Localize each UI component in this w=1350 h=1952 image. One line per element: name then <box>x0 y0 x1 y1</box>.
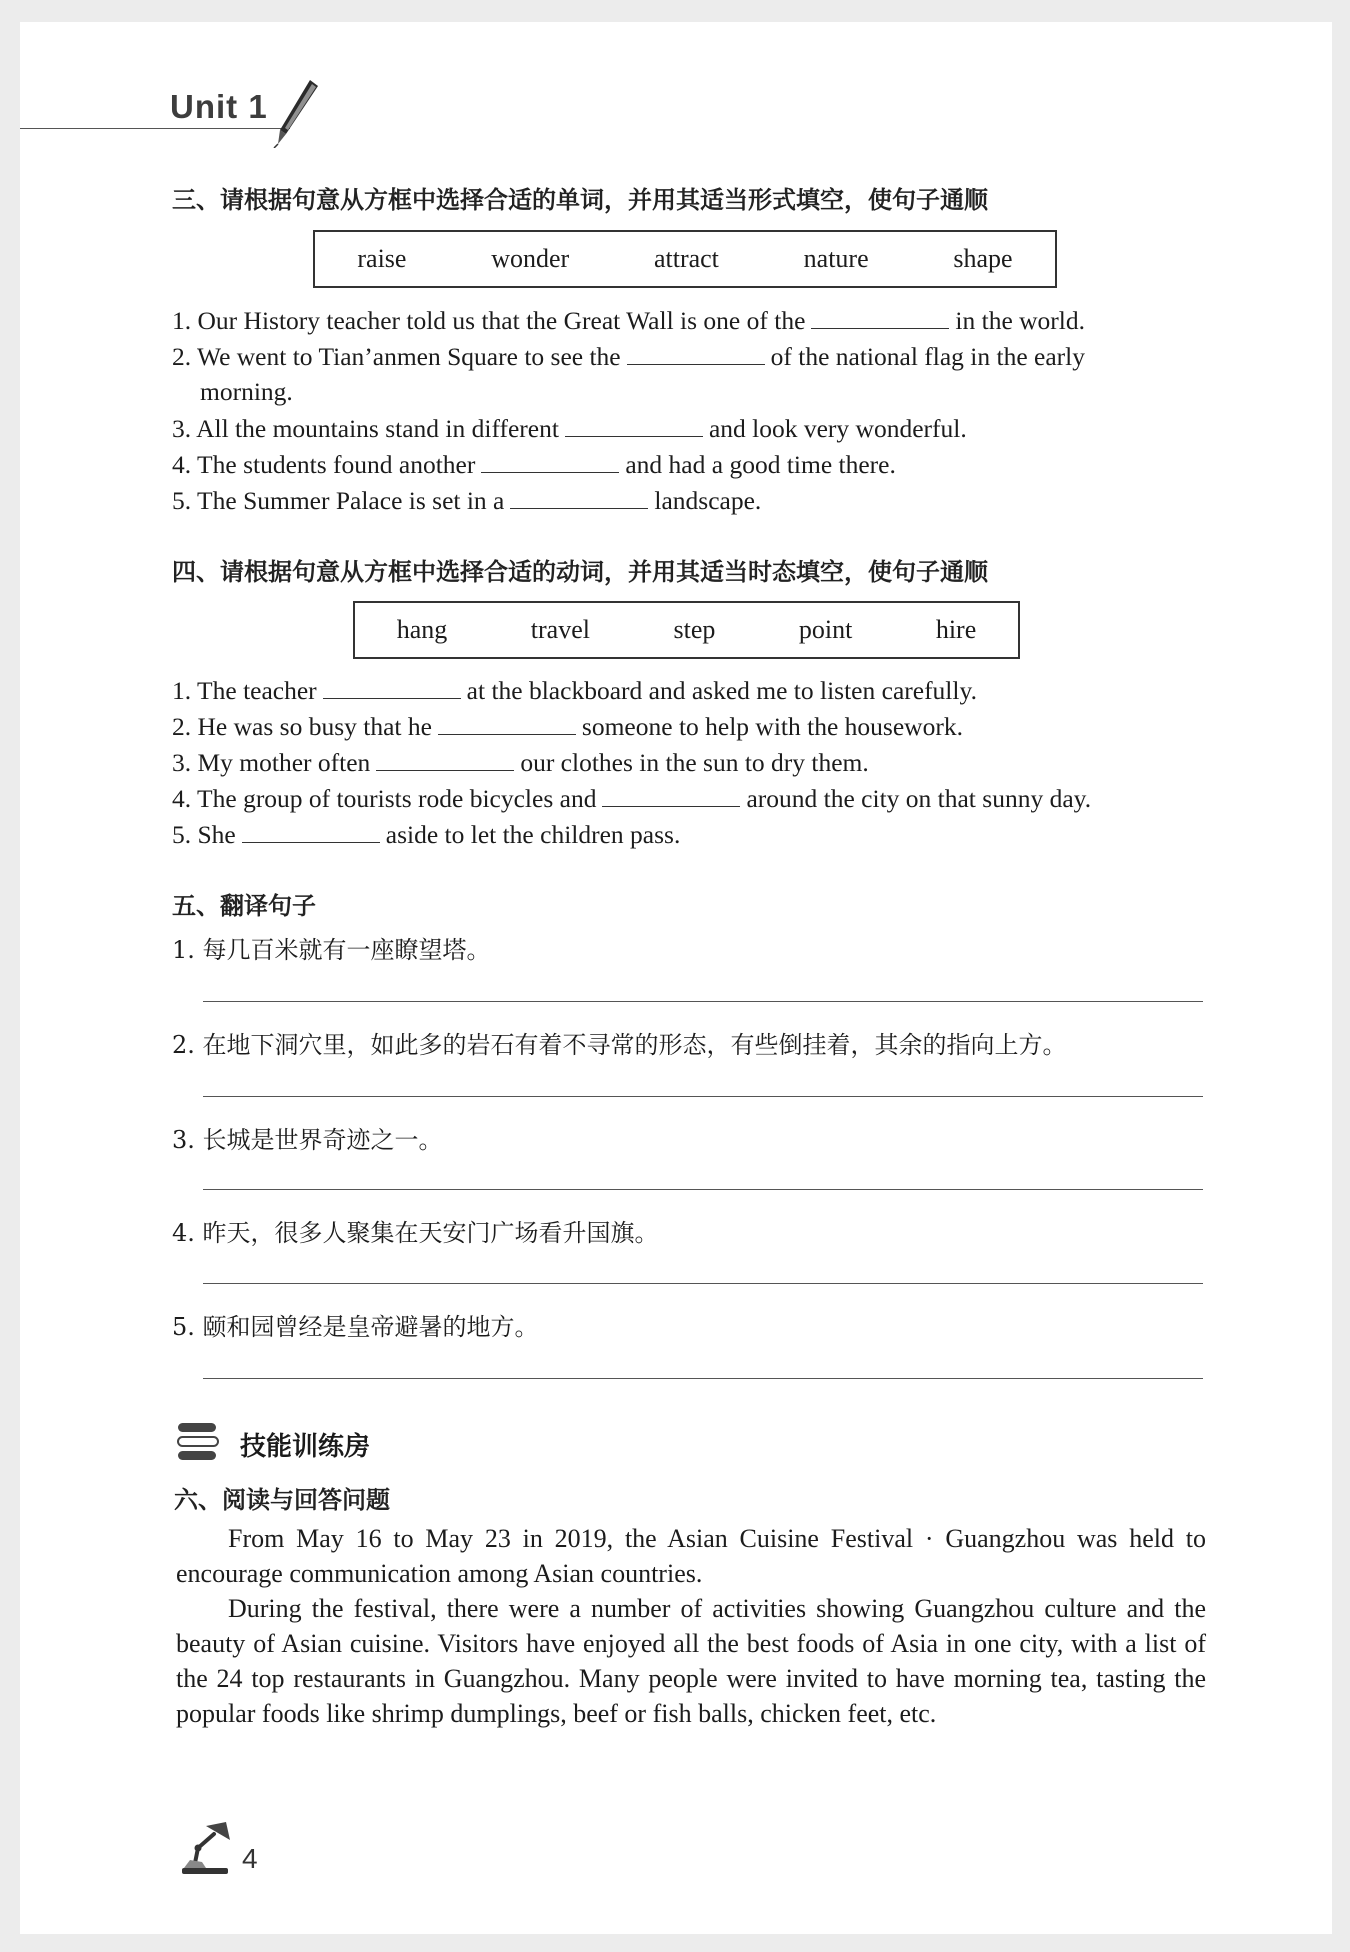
section3-question-2-continuation: morning. <box>200 377 293 406</box>
translation-item-3: 3. 长城是世界奇迹之一。 <box>172 1126 443 1154</box>
desk-lamp-icon <box>176 1818 234 1876</box>
word-box-item: point <box>798 615 853 644</box>
answer-line[interactable] <box>203 1096 1203 1097</box>
section3-heading: 三、请根据句意从方框中选择合适的单词，并用其适当形式填空，使句子通顺 <box>172 186 988 214</box>
answer-line[interactable] <box>203 1378 1203 1379</box>
word-box-item: travel <box>530 615 590 644</box>
section4-question-1: 1. The teacher at the blackboard and asked me to listen carefully. <box>172 672 977 708</box>
word-box-item: hang <box>396 615 448 644</box>
section3-question-5: 5. The Summer Palace is set in a landscape. <box>172 482 761 518</box>
section3-question-1: 1. Our History teacher told us that the Great Wall is one of the in the world. <box>172 302 1085 338</box>
section4-question-4: 4. The group of tourists rode bicycles and around the city on that sunny day. <box>172 780 1091 816</box>
word-box-item: nature <box>803 244 869 273</box>
stacked-bars-icon <box>176 1420 220 1464</box>
answer-blank[interactable] <box>627 338 765 365</box>
translation-item-5: 5. 颐和园曾经是皇帝避暑的地方。 <box>172 1313 539 1341</box>
section3-word-box <box>313 230 1057 288</box>
translation-item-2: 2. 在地下洞穴里，如此多的岩石有着不寻常的形态，有些倒挂着，其余的指向上方。 <box>172 1031 1067 1059</box>
translation-item-1: 1. 每几百米就有一座瞭望塔。 <box>172 936 491 964</box>
section4-heading: 四、请根据句意从方框中选择合适的动词，并用其适当时态填空，使句子通顺 <box>172 558 988 586</box>
word-box-item: shape <box>953 244 1013 273</box>
section4-question-5: 5. She aside to let the children pass. <box>172 816 680 852</box>
word-box-item: attract <box>653 244 719 273</box>
word-box-item: raise <box>357 244 407 273</box>
answer-line[interactable] <box>203 1001 1203 1002</box>
word-box-item: wonder <box>491 244 570 273</box>
reading-paragraph-1: From May 16 to May 23 in 2019, the Asian Cuisine Festival · Guangzhou was held to encourage communication among Asian countries. <box>176 1524 1206 1588</box>
word-box-item: step <box>673 615 716 644</box>
answer-blank[interactable] <box>242 816 380 843</box>
section4-word-box <box>353 601 1020 659</box>
skills-section-title: 技能训练房 <box>240 1432 371 1462</box>
page-number: 4 <box>242 1843 258 1874</box>
header-rule <box>20 128 290 129</box>
section3-question-4: 4. The students found another and had a good time there. <box>172 446 896 482</box>
answer-blank[interactable] <box>510 482 648 509</box>
reading-paragraph-2: During the festival, there were a number of activities showing Guangzhou culture and the beauty of Asian cuisine. Visitors have enjoyed all the best foods of Asia in one city, with a list of the 24 top restaurants in Guangzhou. Many people were invited to have morning tea, tasting the popular foods like shrimp dumplings, beef or fish balls, chicken feet, etc. <box>176 1594 1206 1728</box>
section5-heading: 五、翻译句子 <box>172 892 316 920</box>
pen-icon <box>272 78 322 148</box>
answer-blank[interactable] <box>565 410 703 437</box>
word-box-item: hire <box>935 615 977 644</box>
answer-blank[interactable] <box>811 302 949 329</box>
section4-question-2: 2. He was so busy that he someone to help with the housework. <box>172 708 963 744</box>
section6-heading: 六、阅读与回答问题 <box>174 1486 390 1514</box>
answer-blank[interactable] <box>323 672 461 699</box>
answer-line[interactable] <box>203 1283 1203 1284</box>
answer-blank[interactable] <box>376 744 514 771</box>
answer-blank[interactable] <box>481 446 619 473</box>
unit-title: Unit 1 <box>170 88 268 125</box>
answer-blank[interactable] <box>602 780 740 807</box>
answer-blank[interactable] <box>438 708 576 735</box>
answer-line[interactable] <box>203 1189 1203 1190</box>
section3-question-2: 2. We went to Tian’anmen Square to see the of the national flag in the early <box>172 338 1085 374</box>
translation-item-4: 4. 昨天，很多人聚集在天安门广场看升国旗。 <box>172 1219 659 1247</box>
section4-question-3: 3. My mother often our clothes in the sun to dry them. <box>172 744 869 780</box>
section3-question-3: 3. All the mountains stand in different and look very wonderful. <box>172 410 967 446</box>
